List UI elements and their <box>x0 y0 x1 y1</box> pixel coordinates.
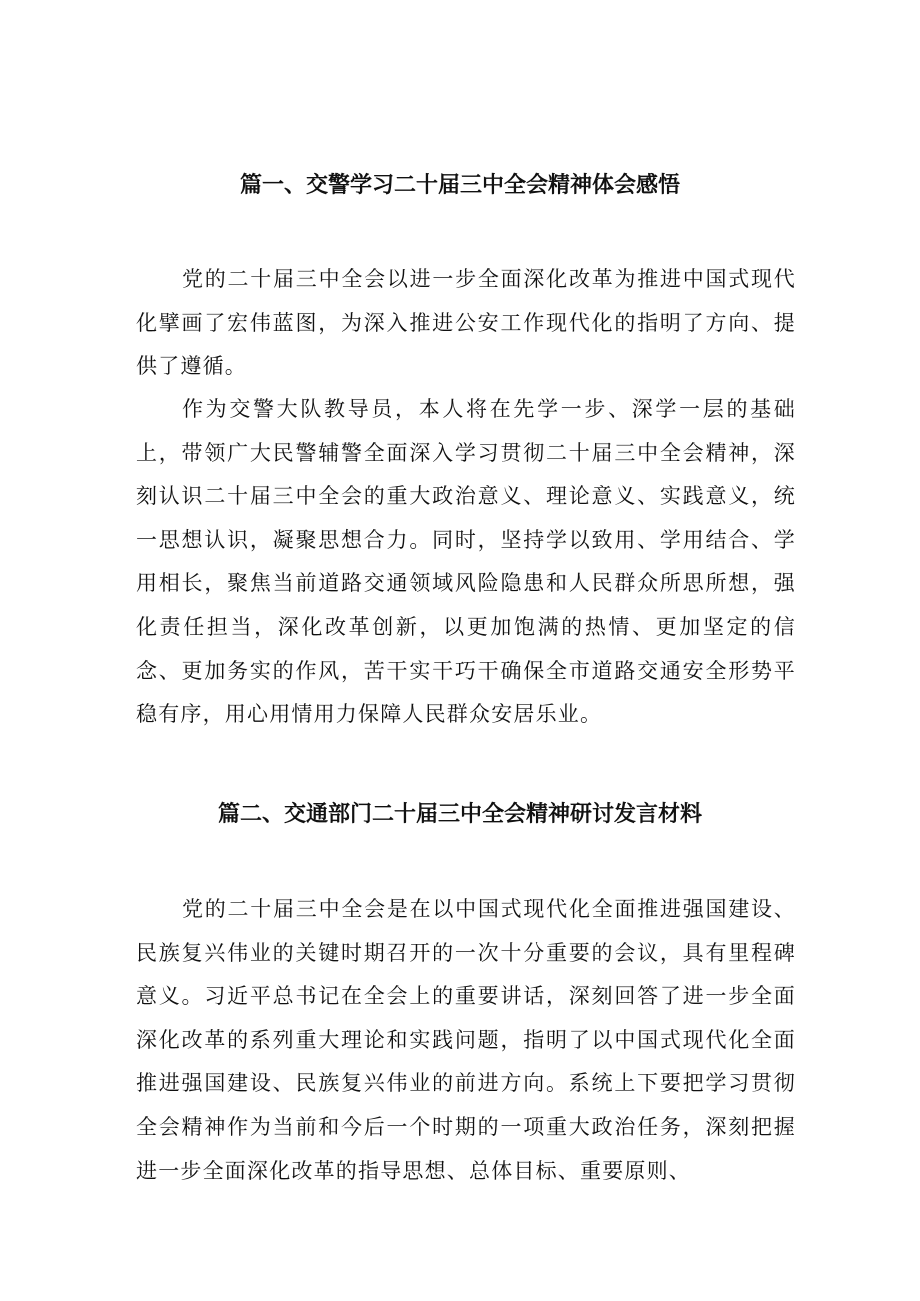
section-1-paragraph-2: 作为交警大队教导员，本人将在先学一步、深学一层的基础上，带领广大民警辅警全面深入学习贯彻二十届三中全会精神，深刻认识二十届三中全会的重大政治意义、理论意义、实践意义，统一思想认识，凝聚思想合力。同时，坚持学以致用、学用结合、学用相长，聚焦当前道路交通领域风险隐患和人民群众所思所想，强化责任担当，深化改革创新，以更加饱满的热情、更加坚定的信念、更加务实的作风，苦干实干巧干确保全市道路交通安全形势平稳有序，用心用情用力保障人民群众安居乐业。 <box>136 397 796 727</box>
section-2-paragraph-1: 党的二十届三中全会是在以中国式现代化全面推进强国建设、民族复兴伟业的关键时期召开的一次十分重要的会议，具有里程碑意义。习近平总书记在全会上的重要讲话，深刻回答了进一步全面深化改革的系列重大理论和实践问题，指明了以中国式现代化全面推进强国建设、民族复兴伟业的前进方向。系统上下要把学习贯彻全会精神作为当前和今后一个时期的一项重大政治任务，深刻把握进一步全面深化改革的指导思想、总体目标、重要原则、 <box>136 897 796 1183</box>
section-1-paragraph-1: 党的二十届三中全会以进一步全面深化改革为推进中国式现代化擘画了宏伟蓝图，为深入推进公安工作现代化的指明了方向、提供了遵循。 <box>136 267 796 379</box>
section-2-heading: 篇二、交通部门二十届三中全会精神研讨发言材料 <box>217 802 702 827</box>
section-1-heading: 篇一、交警学习二十届三中全会精神体会感悟 <box>239 173 680 198</box>
